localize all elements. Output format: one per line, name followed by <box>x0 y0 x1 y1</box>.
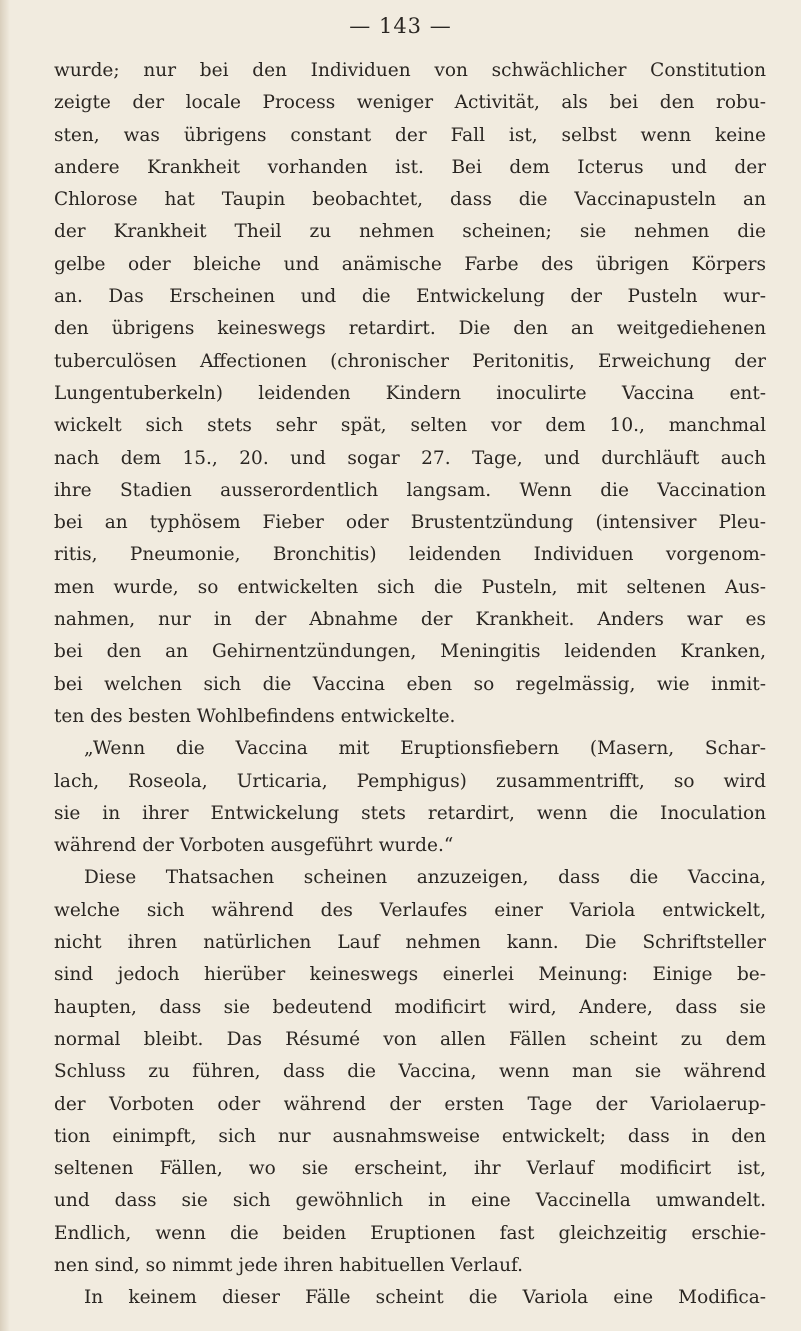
text-line: In keinem dieser Fälle scheint die Variola eine Modifica- <box>84 1287 766 1309</box>
text-line: bei an typhösem Fieber oder Brustentzündung (intensiver Pleu- <box>54 512 766 534</box>
text-line: und dass sie sich gewöhnlich in eine Vaccinella umwandelt. <box>54 1190 766 1212</box>
text-line: haupten, dass sie bedeutend modificirt wird, Andere, dass sie <box>54 996 766 1018</box>
text-line: während der Vorboten ausgeführt wurde.“ <box>54 835 454 857</box>
text-line: nicht ihren natürlichen Lauf nehmen kann. Die Schriftsteller <box>54 932 766 954</box>
text-line: „Wenn die Vaccina mit Eruptionsfiebern (Masern, Schar- <box>84 738 766 760</box>
text-line: Chlorose hat Taupin beobachtet, dass die Vaccinapusteln an <box>54 189 766 211</box>
text-line: wickelt sich stets sehr spät, selten vor dem 10., manchmal <box>54 415 766 437</box>
page-number-header: — 143 — <box>349 14 452 38</box>
text-line: andere Krankheit vorhanden ist. Bei dem Icterus und der <box>54 156 766 178</box>
text-line: wurde; nur bei den Individuen von schwächlicher Constitution <box>54 60 766 81</box>
text-line: normal bleibt. Das Résumé von allen Fällen scheint zu dem <box>54 1028 766 1050</box>
text-line: Diese Thatsachen scheinen anzuzeigen, dass die Vaccina, <box>84 867 766 889</box>
text-line: ihre Stadien ausserordentlich langsam. Wenn die Vaccination <box>54 479 766 501</box>
body-text <box>54 55 766 1315</box>
text-line: ten des besten Wohlbefindens entwickelte. <box>54 705 456 727</box>
text-line: lach, Roseola, Urticaria, Pemphigus) zusammentrifft, so wird <box>54 770 766 792</box>
text-line: sind jedoch hierüber keineswegs einerlei Meinung: Einige be- <box>54 964 766 986</box>
text-line: bei welchen sich die Vaccina eben so regelmässig, wie inmit- <box>54 673 766 695</box>
text-line: bei den an Gehirnentzündungen, Meningitis leidenden Kranken, <box>54 641 766 663</box>
text-line: sten, was übrigens constant der Fall ist, selbst wenn keine <box>54 124 766 146</box>
text-line: sie in ihrer Entwickelung stets retardirt, wenn die Inoculation <box>54 802 766 824</box>
text-line: tion einimpft, sich nur ausnahmsweise entwickelt; dass in den <box>54 1125 766 1147</box>
text-line: Endlich, wenn die beiden Eruptionen fast gleichzeitig erschie- <box>54 1222 766 1244</box>
text-line: Lungentuberkeln) leidenden Kindern inoculirte Vaccina ent- <box>54 382 766 404</box>
text-line: welche sich während des Verlaufes einer Variola entwickelt, <box>54 899 766 921</box>
text-line: tuberculösen Affectionen (chronischer Peritonitis, Erweichung der <box>54 350 766 372</box>
text-line: der Krankheit Theil zu nehmen scheinen; sie nehmen die <box>54 221 766 243</box>
text-line: nach dem 15., 20. und sogar 27. Tage, und durchläuft auch <box>54 447 766 469</box>
text-line: den übrigens keineswegs retardirt. Die den an weitgediehenen <box>54 318 766 340</box>
text-line: der Vorboten oder während der ersten Tage der Variolaerup- <box>54 1093 766 1115</box>
page-binding-edge <box>0 0 10 1331</box>
text-line: zeigte der locale Process weniger Activität, als bei den robu- <box>54 92 766 114</box>
text-line: ritis, Pneumonie, Bronchitis) leidenden Individuen vorgenom- <box>54 544 766 566</box>
text-line: gelbe oder bleiche und anämische Farbe des übrigen Körpers <box>54 253 766 275</box>
text-line: nahmen, nur in der Abnahme der Krankheit. Anders war es <box>54 609 766 631</box>
text-line: Schluss zu führen, dass die Vaccina, wenn man sie während <box>54 1061 766 1083</box>
text-line: seltenen Fällen, wo sie erscheint, ihr Verlauf modificirt ist, <box>54 1158 766 1180</box>
text-line: an. Das Erscheinen und die Entwickelung der Pusteln wur- <box>54 286 766 308</box>
text-line: men wurde, so entwickelten sich die Pusteln, mit seltenen Aus- <box>54 576 766 598</box>
text-line: nen sind, so nimmt jede ihren habituellen Verlauf. <box>54 1254 524 1276</box>
